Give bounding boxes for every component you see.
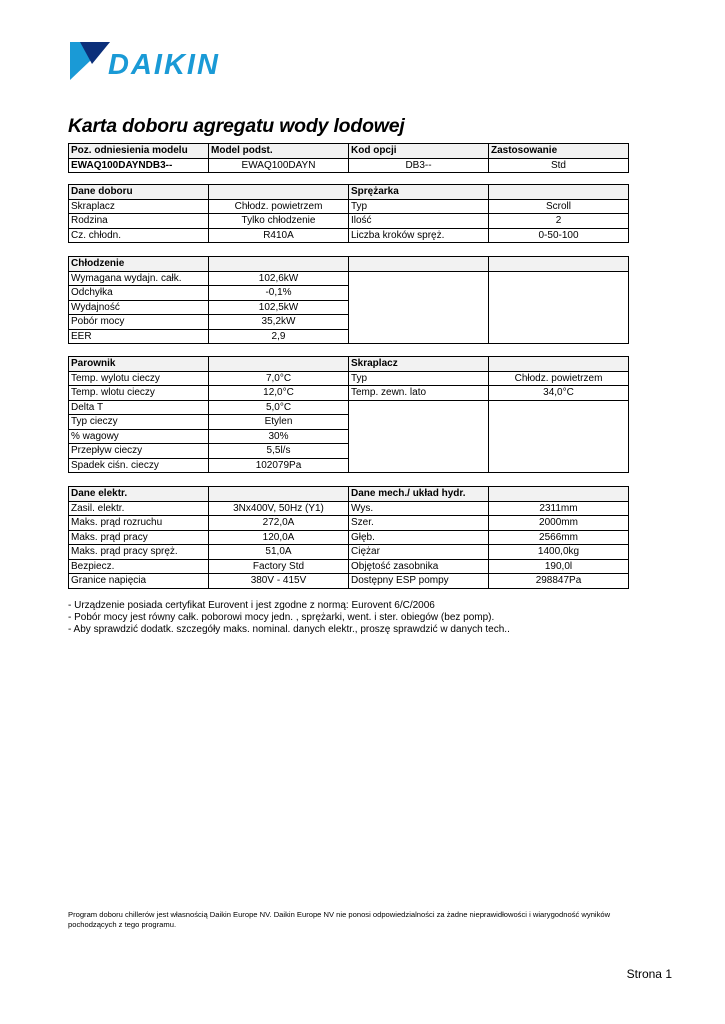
table-cell	[209, 487, 349, 502]
table-cell: % wagowy	[69, 429, 209, 444]
table-cell: Granice napięcia	[69, 574, 209, 589]
table-cell: Odchyłka	[69, 286, 209, 301]
table-row	[69, 357, 629, 372]
table-row	[69, 487, 629, 502]
table-row	[69, 257, 629, 272]
table-cell: Maks. prąd pracy	[69, 530, 209, 545]
table-cell: Głęb.	[349, 530, 489, 545]
table-cell: R410A	[209, 228, 349, 243]
table-cell: Temp. wylotu cieczy	[69, 371, 209, 386]
table-cell: 2	[489, 214, 629, 229]
table-cell: Chłodz. powietrzem	[209, 199, 349, 214]
table-cell: Delta T	[69, 400, 209, 415]
compressor-header: Sprężarka	[349, 185, 489, 200]
table-row	[69, 214, 629, 229]
table-row	[69, 228, 629, 243]
table-cell: 102,6kW	[209, 271, 349, 286]
table-cell: Przepływ cieczy	[69, 444, 209, 459]
table-cell: Typ cieczy	[69, 415, 209, 430]
table-cell: 12,0°C	[209, 386, 349, 401]
evaporator-header: Parownik	[69, 357, 209, 372]
table-cell: 2566mm	[489, 530, 629, 545]
table-cell: 190,0l	[489, 559, 629, 574]
selection-header: Dane doboru	[69, 185, 209, 200]
daikin-logo	[70, 42, 250, 84]
table-row	[69, 371, 629, 386]
table-cell: 102,5kW	[209, 300, 349, 315]
note-item: - Aby sprawdzić dodatk. szczegóły maks. nominal. danych elektr., proszę sprawdzić w danych tech..	[68, 624, 510, 635]
table-cell	[489, 357, 629, 372]
table-row	[69, 158, 629, 173]
footer-disclaimer: Program doboru chillerów jest własnością Daikin Europe NV. Daikin Europe NV nie ponosi odpowiedzialności za żadne nieprawidłowości i wiarygodność wyników pochodzących z tego programu.	[68, 910, 611, 929]
table-cell: 2,9	[209, 329, 349, 344]
electrical-table	[68, 486, 629, 589]
table-row	[69, 199, 629, 214]
table-cell: 1400,0kg	[489, 545, 629, 560]
table-cell: 34,0°C	[489, 386, 629, 401]
table-cell	[209, 357, 349, 372]
table-cell	[349, 400, 489, 473]
notes-list	[68, 600, 510, 636]
table-cell: Wys.	[349, 501, 489, 516]
table-cell: 2000mm	[489, 516, 629, 531]
table-cell: Tylko chłodzenie	[209, 214, 349, 229]
cooling-header: Chłodzenie	[69, 257, 209, 272]
model-header-base: Model podst.	[209, 144, 349, 159]
table-cell	[209, 185, 349, 200]
evaporator-table	[68, 356, 629, 473]
table-cell: Etylen	[209, 415, 349, 430]
table-cell: Typ	[349, 371, 489, 386]
table-cell: 30%	[209, 429, 349, 444]
table-cell: Dostępny ESP pompy	[349, 574, 489, 589]
table-cell: Wymagana wydajn. całk.	[69, 271, 209, 286]
table-cell	[349, 257, 489, 272]
table-cell: Bezpiecz.	[69, 559, 209, 574]
table-cell: Cz. chłodn.	[69, 228, 209, 243]
table-cell	[489, 400, 629, 473]
table-row	[69, 516, 629, 531]
table-cell	[489, 257, 629, 272]
logo-text: DAIKIN	[108, 49, 220, 81]
table-row	[69, 144, 629, 159]
table-cell: Objętość zasobnika	[349, 559, 489, 574]
table-cell: Zasil. elektr.	[69, 501, 209, 516]
model-header-application: Zastosowanie	[489, 144, 629, 159]
cooling-table	[68, 256, 629, 344]
table-cell: 35,2kW	[209, 315, 349, 330]
table-cell	[489, 185, 629, 200]
model-option-value: DB3--	[349, 158, 489, 173]
table-cell: 7,0°C	[209, 371, 349, 386]
table-cell: Spadek ciśn. cieczy	[69, 458, 209, 473]
table-cell	[489, 271, 629, 344]
table-cell: 5,5l/s	[209, 444, 349, 459]
table-row	[69, 559, 629, 574]
model-base-value: EWAQ100DAYN	[209, 158, 349, 173]
table-row	[69, 545, 629, 560]
table-row	[69, 501, 629, 516]
table-cell: Temp. wlotu cieczy	[69, 386, 209, 401]
page-title: Karta doboru agregatu wody lodowej	[68, 115, 405, 137]
table-cell: Temp. zewn. lato	[349, 386, 489, 401]
model-header-ref: Poz. odniesienia modelu	[69, 144, 209, 159]
mechanical-header: Dane mech./ układ hydr.	[349, 487, 489, 502]
condenser-header: Skraplacz	[349, 357, 489, 372]
table-cell: 298847Pa	[489, 574, 629, 589]
model-table	[68, 143, 629, 173]
table-cell: Liczba kroków spręż.	[349, 228, 489, 243]
table-cell: 51,0A	[209, 545, 349, 560]
table-cell: Scroll	[489, 199, 629, 214]
note-item: - Urządzenie posiada certyfikat Eurovent i jest zgodne z normą: Eurovent 6/C/2006	[68, 600, 435, 611]
table-cell: Ciężar	[349, 545, 489, 560]
table-cell: -0,1%	[209, 286, 349, 301]
selection-table	[68, 184, 629, 243]
table-cell: Pobór mocy	[69, 315, 209, 330]
page-number: Strona 1	[626, 967, 672, 981]
model-ref-value: EWAQ100DAYNDB3--	[69, 158, 209, 173]
table-cell: Maks. prąd rozruchu	[69, 516, 209, 531]
model-application-value: Std	[489, 158, 629, 173]
table-cell: Rodzina	[69, 214, 209, 229]
table-cell: 120,0A	[209, 530, 349, 545]
table-cell: Typ	[349, 199, 489, 214]
table-cell: 380V - 415V	[209, 574, 349, 589]
table-cell: 102079Pa	[209, 458, 349, 473]
table-cell: Factory Std	[209, 559, 349, 574]
table-row	[69, 185, 629, 200]
table-cell	[349, 271, 489, 344]
table-row	[69, 530, 629, 545]
table-cell: Wydajność	[69, 300, 209, 315]
note-item: - Pobór mocy jest równy całk. poborowi mocy jedn. , sprężarki, went. i ster. obiegów (bez pomp).	[68, 612, 495, 623]
table-cell: Chłodz. powietrzem	[489, 371, 629, 386]
model-header-option: Kod opcji	[349, 144, 489, 159]
table-row	[69, 271, 629, 286]
table-row	[69, 400, 629, 415]
table-cell: EER	[69, 329, 209, 344]
table-cell: 3Nx400V, 50Hz (Y1)	[209, 501, 349, 516]
table-cell: 2311mm	[489, 501, 629, 516]
table-cell: 272,0A	[209, 516, 349, 531]
electrical-header: Dane elektr.	[69, 487, 209, 502]
table-cell: Ilość	[349, 214, 489, 229]
table-cell: 5,0°C	[209, 400, 349, 415]
table-cell	[489, 487, 629, 502]
table-cell: Maks. prąd pracy spręż.	[69, 545, 209, 560]
table-cell: 0-50-100	[489, 228, 629, 243]
table-row	[69, 386, 629, 401]
table-cell: Skraplacz	[69, 199, 209, 214]
table-cell: Szer.	[349, 516, 489, 531]
table-cell	[209, 257, 349, 272]
table-row	[69, 574, 629, 589]
